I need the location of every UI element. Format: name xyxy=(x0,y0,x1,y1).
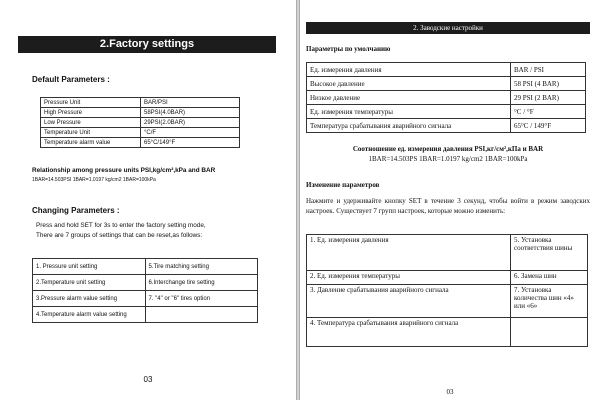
table-cell: 6.Interchange tire setting xyxy=(145,275,258,291)
table-cell: Pressure Unit xyxy=(41,98,141,108)
table-row xyxy=(41,108,240,118)
right-section-header: 2. Заводские настройки xyxy=(306,22,590,34)
table-cell: Temperature Unit xyxy=(41,128,141,138)
table-row xyxy=(307,77,586,91)
table-row xyxy=(41,138,240,148)
table-row xyxy=(307,119,586,133)
right-relationship-values: 1BAR=14.503PS 1BAR=1.0197 kg/cm2 1BAR=100kPa xyxy=(368,155,528,163)
right-default-parameters-table xyxy=(306,62,586,133)
table-cell: 5. Установка соответствия шины xyxy=(511,235,588,271)
right-relationship-heading: Соотношение ед. измерения давления PSI,кг/см²,кПа и BAR xyxy=(352,145,544,153)
table-row xyxy=(307,235,588,271)
table-row xyxy=(41,118,240,128)
table-cell: Low Pressure xyxy=(41,118,141,128)
table-cell: 3. Давление срабатывания аварийного сигнала xyxy=(307,285,511,318)
table-cell: BAR/PSI xyxy=(141,98,240,108)
table-cell: 29PSI(2.0BAR) xyxy=(141,118,240,128)
left-settings-groups-table xyxy=(32,258,258,323)
table-row xyxy=(307,105,586,119)
table-cell: 4.Temperature alarm value setting xyxy=(33,307,146,323)
table-row xyxy=(307,63,586,77)
table-row xyxy=(33,307,258,323)
left-relationship-values: 1BAR=14.503PSI 1BAR=1.0197 kg/cm2 1BAR=100kPa xyxy=(32,177,156,183)
table-cell: Низкое давление xyxy=(307,91,511,105)
table-cell xyxy=(511,318,588,347)
right-default-parameters-heading: Параметры по умолчанию xyxy=(306,45,391,53)
table-row xyxy=(33,259,258,275)
table-cell: 58 PSI (4 BAR) xyxy=(511,77,586,91)
table-row xyxy=(307,91,586,105)
table-cell: 1. Pressure unit setting xyxy=(33,259,146,275)
table-row xyxy=(41,98,240,108)
left-relationship-heading: Relationship among pressure units PSI,kg/cm²,kPa and BAR xyxy=(32,167,216,174)
right-instructions: Нажмите и удерживайте кнопку SET в течение 3 секунд, чтобы войти в режим заводских настроек. Существует 7 групп настроек, которые можно изменить: xyxy=(306,197,590,215)
table-cell: Ед. измерения температуры xyxy=(307,105,511,119)
table-cell: BAR / PSI xyxy=(511,63,586,77)
table-cell: Temperature alarm value xyxy=(41,138,141,148)
table-row xyxy=(307,285,588,318)
table-cell: 1. Ед. измерения давления xyxy=(307,235,511,271)
table-cell: 5.Tire matching setting xyxy=(145,259,258,275)
table-row xyxy=(33,275,258,291)
left-changing-parameters-heading: Changing Parameters : xyxy=(32,206,120,215)
table-cell: 3.Pressure alarm value setting xyxy=(33,291,146,307)
table-row xyxy=(307,318,588,347)
table-cell: High Pressure xyxy=(41,108,141,118)
instruction-line: Press and hold SET for 3s to enter the factory setting mode, xyxy=(36,222,206,229)
table-cell: 65°C / 149°F xyxy=(511,119,586,133)
table-row xyxy=(307,271,588,285)
left-default-parameters-heading: Default Parameters : xyxy=(32,75,110,84)
left-section-header: 2.Factory settings xyxy=(18,36,276,53)
table-cell: 2. Ед. измерения температуры xyxy=(307,271,511,285)
table-cell: 29 PSI (2 BAR) xyxy=(511,91,586,105)
left-page-number: 03 xyxy=(143,375,153,384)
table-cell: Высокое давление xyxy=(307,77,511,91)
table-cell: 4. Температура срабатывания аварийного сигнала xyxy=(307,318,511,347)
left-default-parameters-table xyxy=(40,97,240,148)
table-cell: 6. Замена шин xyxy=(511,271,588,285)
table-cell xyxy=(145,307,258,323)
table-cell: °C/F xyxy=(141,128,240,138)
table-cell: 58PSI(4.0BAR) xyxy=(141,108,240,118)
right-settings-groups-table xyxy=(306,234,588,347)
table-cell: 7. Установка количества шин «4» или «6» xyxy=(511,285,588,318)
left-instructions xyxy=(36,221,206,241)
table-cell: 7. "4" or "6" tires option xyxy=(145,291,258,307)
table-cell: 2.Temperature unit setting xyxy=(33,275,146,291)
table-cell: °C / °F xyxy=(511,105,586,119)
table-cell: Температура срабатывания аварийного сигнала xyxy=(307,119,511,133)
right-changing-parameters-heading: Изменение параметров xyxy=(306,181,380,189)
table-row xyxy=(33,291,258,307)
table-cell: Ед. измерения давления xyxy=(307,63,511,77)
table-cell: 65°C/149°F xyxy=(141,138,240,148)
left-page xyxy=(0,0,296,400)
table-row xyxy=(41,128,240,138)
right-page-number: 03 xyxy=(446,388,454,396)
instruction-line: There are 7 groups of settings that can be reset,as follows: xyxy=(36,232,203,239)
right-page xyxy=(300,0,600,400)
